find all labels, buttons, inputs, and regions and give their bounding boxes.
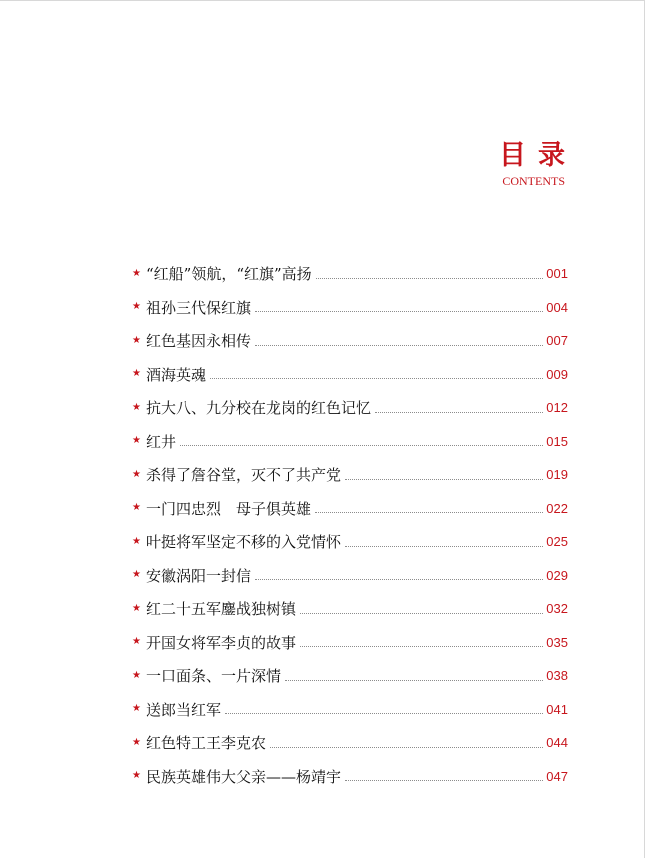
toc-entry-page: 029	[546, 567, 568, 583]
toc-entry[interactable]	[132, 726, 568, 760]
star-icon: ★	[132, 435, 141, 447]
page-title: 目录	[499, 140, 577, 171]
star-icon: ★	[132, 636, 141, 648]
toc-entry[interactable]	[132, 760, 568, 794]
dot-leader	[345, 545, 543, 547]
toc-entry-page: 007	[546, 333, 568, 349]
toc-entry[interactable]	[132, 257, 568, 291]
toc-entry[interactable]	[132, 559, 568, 593]
toc-entry-title: “红船”领航，“红旗”高扬	[146, 265, 312, 284]
toc-entry[interactable]	[132, 358, 568, 392]
toc-entry-page: 019	[546, 467, 568, 483]
star-icon: ★	[132, 267, 141, 279]
toc-entry-page: 001	[546, 266, 568, 282]
toc-entry[interactable]	[132, 525, 568, 559]
toc-entry[interactable]	[132, 458, 568, 492]
page-subtitle: CONTENTS	[502, 174, 565, 188]
toc-entry-page: 022	[546, 500, 568, 516]
star-icon: ★	[132, 334, 141, 346]
star-icon: ★	[132, 569, 141, 581]
toc-entry-title: 杀得了詹谷堂，灭不了共产党	[146, 466, 342, 485]
toc-entry-title: 红二十五军鏖战独树镇	[146, 600, 297, 619]
dot-leader	[285, 679, 543, 681]
star-icon: ★	[132, 535, 141, 547]
toc-entry-title: 安徽涡阳一封信	[146, 566, 252, 585]
toc-entry-title: 民族英雄伟大父亲——杨靖宇	[146, 767, 342, 786]
toc-entry[interactable]	[132, 291, 568, 325]
toc-entry-title: 送郎当红军	[146, 700, 222, 719]
star-icon: ★	[132, 468, 141, 480]
star-icon: ★	[132, 401, 141, 413]
dot-leader	[316, 277, 544, 279]
star-icon: ★	[132, 368, 141, 380]
star-icon: ★	[132, 602, 141, 614]
dot-leader	[300, 612, 543, 614]
toc-entry-title: 酒海英魂	[146, 365, 207, 384]
toc-entry-page: 009	[546, 366, 568, 382]
toc-entry[interactable]	[132, 324, 568, 358]
dot-leader	[210, 377, 543, 379]
page-border-top	[0, 0, 645, 1]
toc-entry[interactable]	[132, 693, 568, 727]
toc-entry-title: 叶挺将军坚定不移的入党情怀	[146, 533, 342, 552]
star-icon: ★	[132, 770, 141, 782]
toc-entry-page: 004	[546, 299, 568, 315]
toc-entry-page: 032	[546, 601, 568, 617]
dot-leader	[345, 478, 543, 480]
toc-entry[interactable]	[132, 391, 568, 425]
toc-entry-page: 044	[546, 735, 568, 751]
toc-header	[499, 138, 577, 188]
star-icon: ★	[132, 502, 141, 514]
dot-leader	[345, 779, 543, 781]
toc-entry-title: 红色基因永相传	[146, 332, 252, 351]
dot-leader	[300, 645, 543, 647]
toc-entry-page: 012	[546, 400, 568, 416]
toc-entry-title: 抗大八、九分校在龙岗的红色记忆	[146, 399, 372, 418]
star-icon: ★	[132, 669, 141, 681]
toc-entry-page: 038	[546, 668, 568, 684]
dot-leader	[255, 578, 543, 580]
toc-entry-title: 开国女将军李贞的故事	[146, 633, 297, 652]
dot-leader	[255, 310, 543, 312]
toc-entry[interactable]	[132, 492, 568, 526]
dot-leader	[225, 712, 543, 714]
star-icon: ★	[132, 703, 141, 715]
dot-leader	[375, 411, 543, 413]
dot-leader	[180, 444, 543, 446]
toc-entry-title: 红色特工王李克农	[146, 734, 267, 753]
dot-leader	[315, 511, 543, 513]
toc-entry-page: 041	[546, 701, 568, 717]
toc-entry[interactable]	[132, 592, 568, 626]
dot-leader	[270, 746, 543, 748]
toc-entry[interactable]	[132, 659, 568, 693]
toc-entry[interactable]	[132, 626, 568, 660]
toc-entry-page: 025	[546, 534, 568, 550]
toc-entry-page: 015	[546, 433, 568, 449]
toc-entry[interactable]	[132, 425, 568, 459]
toc-entry-title: 一门四忠烈 母子俱英雄	[146, 499, 312, 518]
table-of-contents	[132, 257, 568, 793]
toc-entry-title: 红井	[146, 432, 177, 451]
star-icon: ★	[132, 736, 141, 748]
toc-entry-page: 047	[546, 768, 568, 784]
dot-leader	[255, 344, 543, 346]
toc-entry-page: 035	[546, 634, 568, 650]
toc-entry-title: 一口面条、一片深情	[146, 667, 282, 686]
star-icon: ★	[132, 301, 141, 313]
toc-entry-title: 祖孙三代保红旗	[146, 298, 252, 317]
